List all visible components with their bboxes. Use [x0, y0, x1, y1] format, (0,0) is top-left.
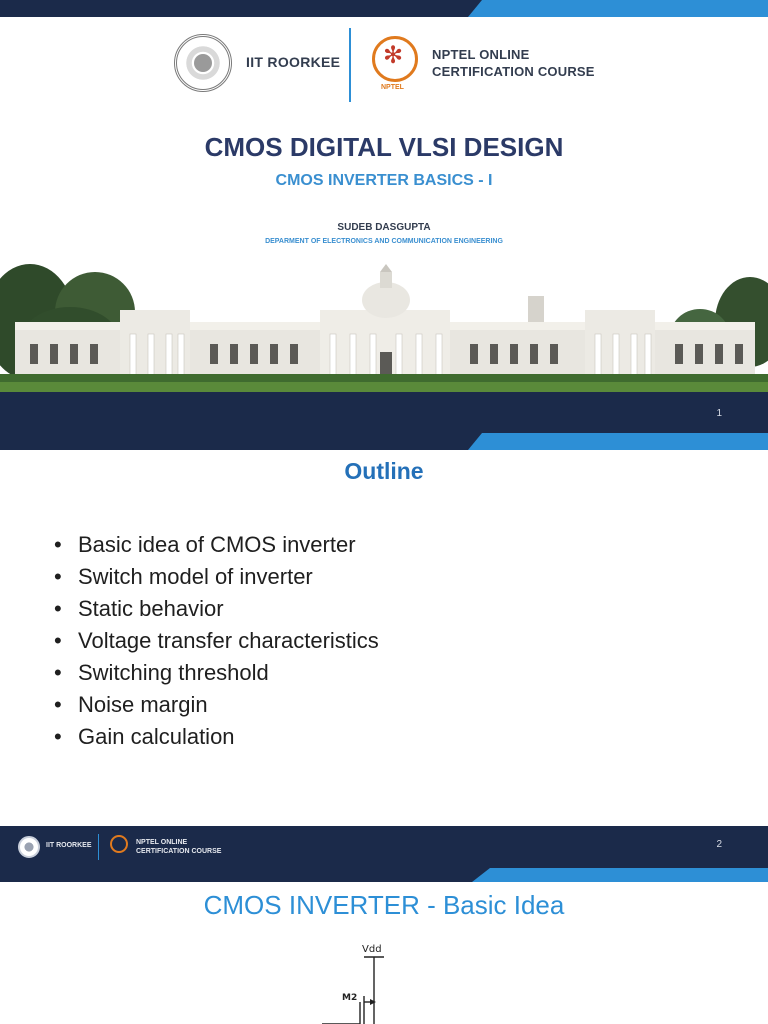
top-banner-accent — [468, 433, 768, 450]
footer-program-line-2: CERTIFICATION COURSE — [136, 848, 222, 855]
footer-program-line-1: NPTEL ONLINE — [136, 839, 188, 846]
list-item-text: Static behavior — [78, 596, 224, 621]
bullet-glyph: • — [54, 628, 62, 653]
nptel-logo-word: NPTEL — [381, 84, 404, 91]
m2-label: M2 — [342, 993, 358, 1003]
title-slide — [0, 0, 768, 450]
program-name — [432, 46, 595, 80]
list-item-text: Switching threshold — [78, 660, 269, 685]
nptel-logo-icon — [110, 835, 128, 853]
nptel-logo-icon: ✻ — [372, 36, 418, 82]
iit-roorkee-seal-icon — [174, 34, 232, 92]
building-photo — [0, 252, 768, 392]
lecture-subtitle: CMOS INVERTER BASICS - I — [275, 172, 493, 189]
list-item-text: Voltage transfer characteristics — [78, 628, 379, 653]
top-banner — [0, 0, 768, 17]
department-name: DEPARMENT OF ELECTRONICS AND COMMUNICATION ENGINEERING — [265, 238, 503, 245]
outline-slide — [0, 433, 768, 882]
top-banner — [0, 433, 768, 450]
logo-header — [0, 28, 768, 108]
program-line-1: NPTEL ONLINE — [432, 47, 530, 62]
list-item — [54, 689, 379, 721]
top-banner-accent — [468, 0, 768, 17]
list-item-text: Basic idea of CMOS inverter — [78, 532, 356, 557]
footer-institute-name: IIT ROORKEE — [46, 842, 92, 849]
vdd-label: Vdd — [362, 944, 382, 955]
page-number: 2 — [716, 839, 722, 850]
list-item-text: Switch model of inverter — [78, 564, 313, 589]
list-item — [54, 657, 379, 689]
page-number: 1 — [716, 408, 722, 419]
list-item-text: Noise margin — [78, 692, 208, 717]
outline-list — [54, 529, 379, 753]
bullet-glyph: • — [54, 596, 62, 621]
outline-title: Outline — [344, 458, 424, 484]
inverter-schematic — [300, 938, 420, 1024]
bullet-glyph: • — [54, 692, 62, 717]
outline-slide-footer — [0, 826, 768, 882]
bullet-glyph: • — [54, 564, 62, 589]
footer-accent — [472, 868, 768, 882]
inverter-slide — [0, 882, 768, 1024]
list-item — [54, 529, 379, 561]
list-item — [54, 721, 379, 753]
footer-program-name — [136, 838, 221, 856]
pmos-arrow — [370, 999, 376, 1005]
iit-roorkee-seal-icon — [18, 836, 40, 858]
course-title: CMOS DIGITAL VLSI DESIGN — [204, 132, 564, 162]
list-item — [54, 593, 379, 625]
list-item — [54, 625, 379, 657]
bullet-glyph: • — [54, 660, 62, 685]
logo-divider — [349, 28, 351, 102]
slide-title: CMOS INVERTER - Basic Idea — [203, 890, 565, 920]
list-item-text: Gain calculation — [78, 724, 235, 749]
footer-logo-divider — [98, 834, 99, 860]
list-item — [54, 561, 379, 593]
author-name: SUDEB DASGUPTA — [337, 222, 431, 233]
institute-name: IIT ROORKEE — [246, 54, 341, 70]
bullet-glyph: • — [54, 724, 62, 749]
bullet-glyph: • — [54, 532, 62, 557]
program-line-2: CERTIFICATION COURSE — [432, 64, 595, 79]
